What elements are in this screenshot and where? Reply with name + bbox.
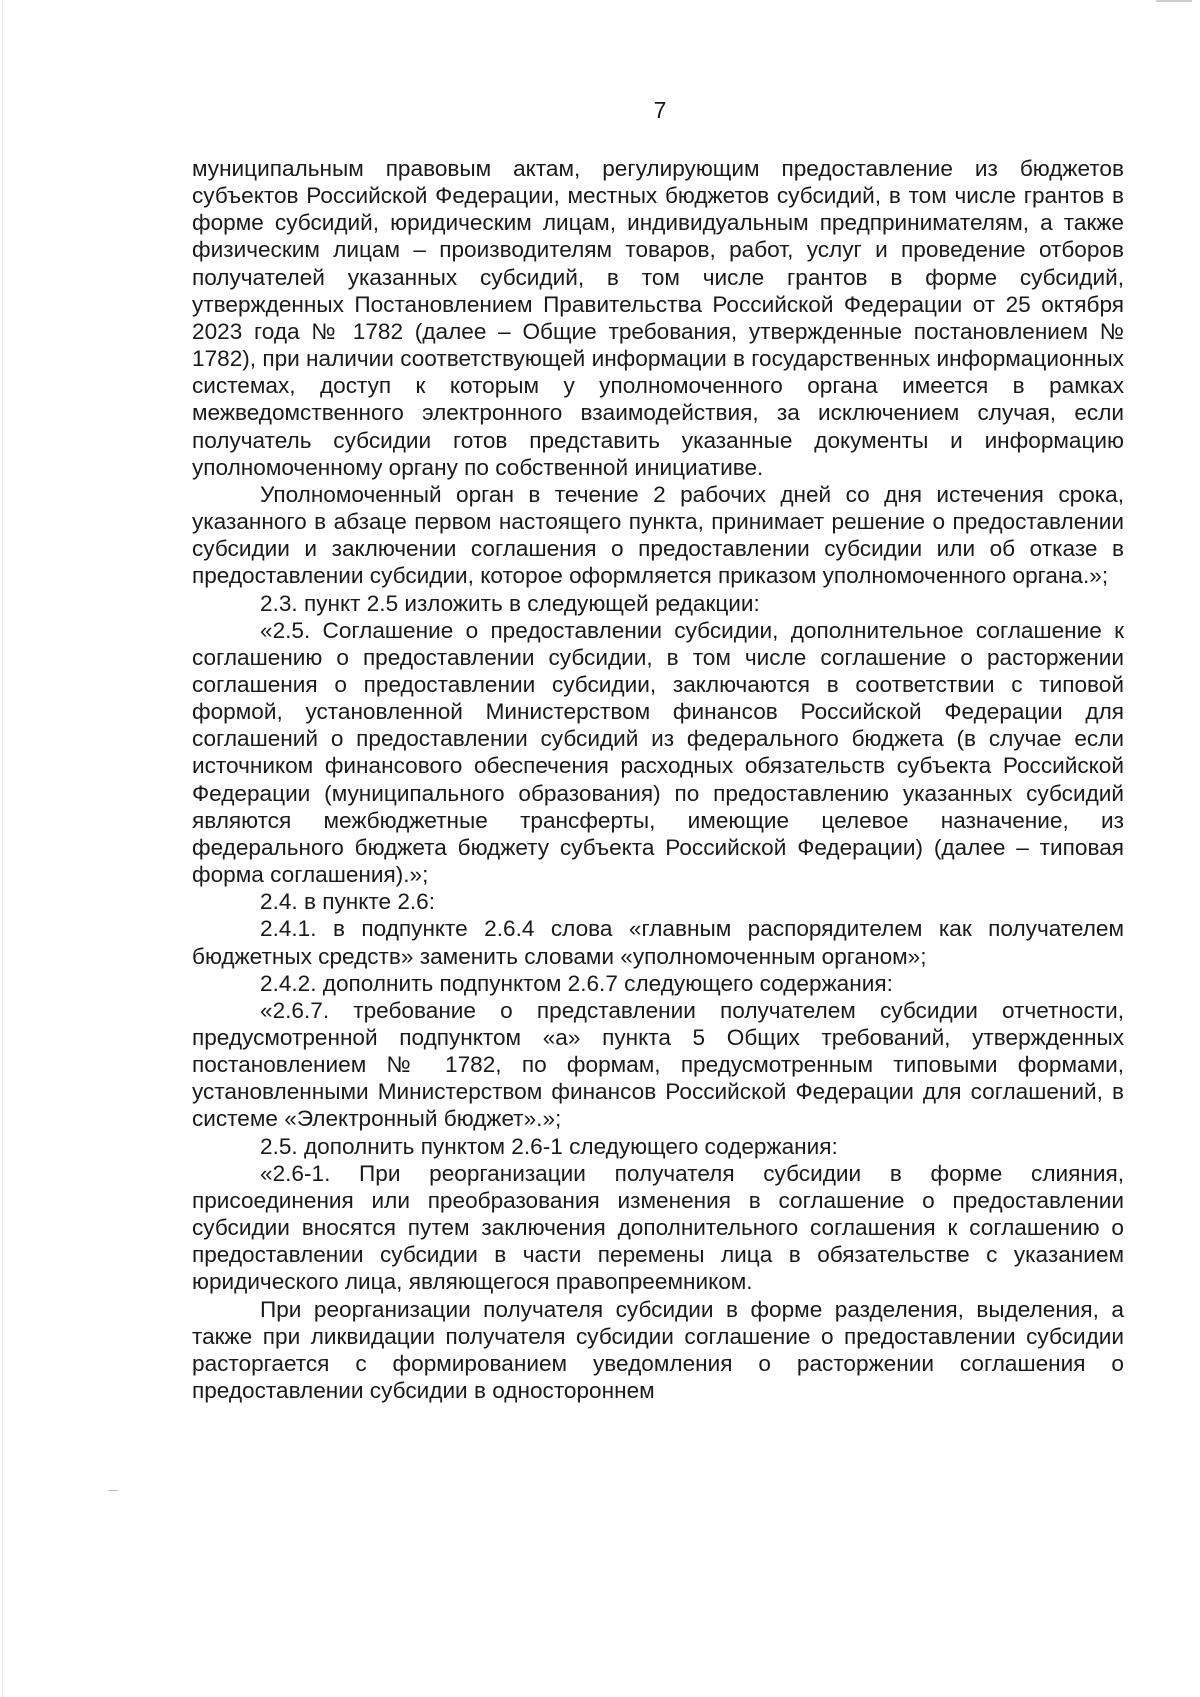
paragraph: 2.4.2. дополнить подпунктом 2.6.7 следующего содержания: [260,970,893,996]
paragraph: Уполномоченный орган в течение 2 рабочих дней со дня истечения срока, указанного в абзаце первом настоящего пункта, принимает решение о предоставлении субсидии и заключении соглашения о предоставлении субсидии или об отказе в предоставлении субсидии, которое оформляется приказом уполномоченного органа.»; [192,481,1124,589]
document-body [192,155,1124,1404]
paragraph: 2.3. пункт 2.5 изложить в следующей редакции: [260,590,760,616]
page-number: 7 [653,97,667,123]
scan-edge-mark [1156,0,1192,2]
paragraph: муниципальным правовым актам, регулирующим предоставление из бюджетов субъектов Российской Федерации, местных бюджетов субсидий, в том числе грантов в форме субсидий, юридическим лицам, индивидуальным предпринимателям, а также физическим лицам – производителям товаров, работ, услуг и проведение отборов получателей указанных субсидий, в том числе грантов в форме субсидий, утвержденных Постановлением Правительства Российской Федерации от 25 октября 2023 года № 1782 (далее – Общие требования, утвержденные постановлением № 1782), при наличии соответствующей информации в государственных информационных системах, доступ к которым у уполномоченного органа имеется в рамках межведомственного электронного взаимодействия, за исключением случая, если получатель субсидии готов представить указанные документы и информацию уполномоченному органу по собственной инициативе. [192,156,1124,480]
paragraph: 2.5. дополнить пунктом 2.6-1 следующего содержания: [260,1133,838,1159]
paragraph: 2.4.1. в подпункте 2.6.4 слова «главным распорядителем как получателем бюджетных средств» заменить словами «уполномоченным органом»; [192,916,1124,969]
paragraph: 2.4. в пункте 2.6: [260,889,436,915]
paragraph: При реорганизации получателя субсидии в форме разделения, выделения, а также при ликвидации получателя субсидии соглашение о предоставлении субсидии расторгается с формированием уведомления о расторжении соглашения о предоставлении субсидии в одностороннем [192,1296,1124,1404]
paragraph: «2.5. Соглашение о предоставлении субсидии, дополнительное соглашение к соглашению о предоставлении субсидии, в том числе соглашение о расторжении соглашения о предоставлении субсидии, заключаются в соответствии с типовой формой, установленной Министерством финансов Российской Федерации для соглашений о предоставлении субсидий из федерального бюджета (в случае если источником финансового обеспечения расходных обязательств субъекта Российской Федерации (муниципального образования) по предоставлению указанных субсидий являются межбюджетные трансферты, имеющие целевое назначение, из федерального бюджета бюджету субъекта Российской Федерации) (далее – типовая форма соглашения).»; [192,617,1124,888]
scan-margin-dash [108,1490,118,1491]
paragraph: «2.6.7. требование о представлении получателем субсидии отчетности, предусмотренной подпунктом «а» пункта 5 Общих требований, утвержденных постановлением № 1782, по формам, предусмотренным типовыми формами, установленными Министерством финансов Российской Федерации для соглашений, в системе «Электронный бюджет».»; [192,997,1124,1132]
scan-left-edge [2,0,3,1697]
paragraph: «2.6-1. При реорганизации получателя субсидии в форме слияния, присоединения или преобразования изменения в соглашение о предоставлении субсидии вносятся путем заключения дополнительного соглашения к соглашению о предоставлении субсидии в части перемены лица в обязательстве с указанием юридического лица, являющегося правопреемником. [192,1160,1124,1295]
